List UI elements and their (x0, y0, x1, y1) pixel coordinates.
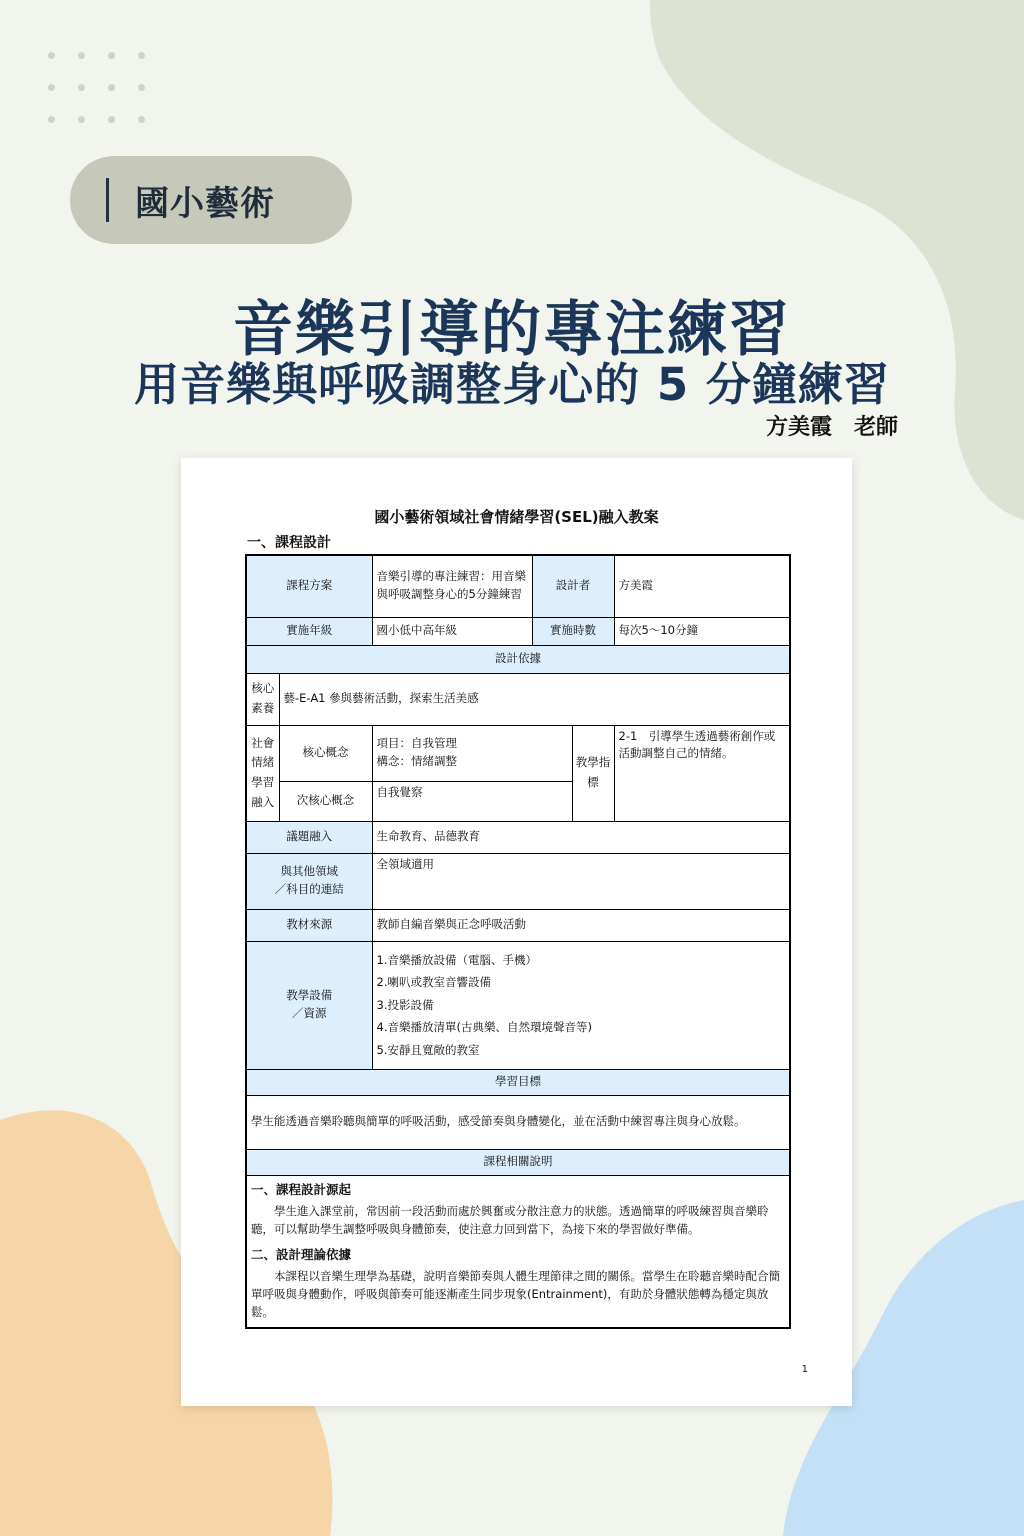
document-preview (181, 458, 852, 1406)
course-description (246, 1175, 790, 1328)
equipment-label-line2: ／資源 (292, 1006, 327, 1020)
material-value: 教師自編音樂與正念呼吸活動 (372, 909, 790, 941)
core-concept-construct: 構念：情緒調整 (376, 754, 457, 768)
table-row (246, 555, 790, 617)
sel-label: 社會情緒學習融入 (246, 725, 279, 821)
list-item: 5.安靜且寬敞的教室 (376, 1042, 480, 1057)
table-row (246, 1069, 790, 1095)
description-band: 課程相關說明 (246, 1149, 790, 1175)
origin-heading: 一、課程設計源起 (251, 1181, 352, 1197)
grade-value: 國小低中高年級 (372, 617, 532, 645)
theory-heading: 二、設計理論依據 (251, 1246, 352, 1262)
plan-label: 課程方案 (246, 555, 372, 617)
core-label: 核心素養 (246, 673, 279, 725)
list-item: 4.音樂播放清單(古典樂、自然環境聲音等) (376, 1020, 592, 1035)
page-number: 1 (801, 1364, 808, 1375)
table-row (246, 853, 790, 909)
issue-value: 生命教育、品德教育 (372, 821, 790, 853)
list-item: 3.投影設備 (376, 997, 434, 1012)
list-item: 2.喇叭或教室音響設備 (376, 975, 491, 990)
core-concept-item: 項目：自我管理 (376, 736, 457, 751)
green-blob-shape (650, 0, 1024, 520)
table-row (246, 673, 790, 725)
table-row (246, 941, 790, 1069)
sub-concept-value: 自我覺察 (372, 781, 572, 821)
author-name: 方美霞 老師 (765, 415, 898, 440)
grade-label: 實施年級 (246, 617, 372, 645)
core-concept-value (372, 725, 572, 781)
plan-value: 音樂引導的專注練習：用音樂與呼吸調整身心的5分鐘練習 (372, 555, 532, 617)
basis-band: 設計依據 (246, 645, 790, 673)
link-label-line2: ／科目的連結 (274, 882, 344, 896)
equipment-label (246, 941, 372, 1069)
link-label-line1: 與其他領域 (280, 864, 338, 879)
link-value: 全領域適用 (372, 853, 790, 909)
core-concept-label: 核心概念 (279, 725, 372, 781)
equipment-label-line1: 教學設備 (286, 988, 333, 1003)
table-row (246, 1175, 790, 1328)
decorative-dots (48, 52, 158, 132)
theory-text: 本課程以音樂生理學為基礎，說明音樂節奏與人體生理節律之間的關係。當學生在聆聽音樂時配合簡單呼吸與身體動作，呼吸與節奏可能逐漸產生同步現象(Entrainment)，有助於身體狀態轉為穩定與放鬆。 (251, 1268, 780, 1319)
section-heading: 一、課程設計 (247, 535, 331, 551)
origin-text: 學生進入課堂前，常因前一段活動而處於興奮或分散注意力的狀態。透過簡單的呼吸練習與音樂聆聽，可以幫助學生調整呼吸與身體節奏，使注意力回到當下，為接下來的學習做好準備。 (251, 1203, 769, 1236)
goal-value: 學生能透過音樂聆聽與簡單的呼吸活動，感受節奏與身體變化，並在活動中練習專注與身心放鬆。 (246, 1095, 790, 1149)
core-value: 藝-E-A1 參與藝術活動，探索生活美感 (279, 673, 790, 725)
link-label (246, 853, 372, 909)
designer-label: 設計者 (532, 555, 614, 617)
table-row (246, 821, 790, 853)
document-title: 國小藝術領域社會情緒學習(SEL)融入教案 (374, 508, 659, 526)
table-row (246, 617, 790, 645)
subject-tag-label: 國小藝術 (135, 183, 275, 224)
goal-band: 學習目標 (246, 1069, 790, 1095)
sub-concept-label: 次核心概念 (279, 781, 372, 821)
material-label: 教材來源 (246, 909, 372, 941)
table-row (246, 1095, 790, 1149)
page-subtitle: 用音樂與呼吸調整身心的 5 分鐘練習 (134, 358, 890, 411)
table-row (246, 909, 790, 941)
subject-tag (70, 156, 352, 244)
list-item: 1.音樂播放設備（電腦、手機） (376, 952, 537, 967)
indicator-label: 教學指標 (572, 725, 614, 821)
page-title: 音樂引導的專注練習 (233, 295, 791, 365)
designer-value: 方美霞 (614, 555, 790, 617)
lesson-plan-table (245, 554, 791, 1329)
tag-divider (106, 178, 109, 222)
table-row (246, 725, 790, 781)
equipment-list (372, 941, 790, 1069)
indicator-value: 2-1 引導學生透過藝術創作或活動調整自己的情緒。 (614, 725, 790, 821)
table-row (246, 645, 790, 673)
table-row (246, 1149, 790, 1175)
time-value: 每次5～10分鐘 (614, 617, 790, 645)
time-label: 實施時數 (532, 617, 614, 645)
issue-label: 議題融入 (246, 821, 372, 853)
